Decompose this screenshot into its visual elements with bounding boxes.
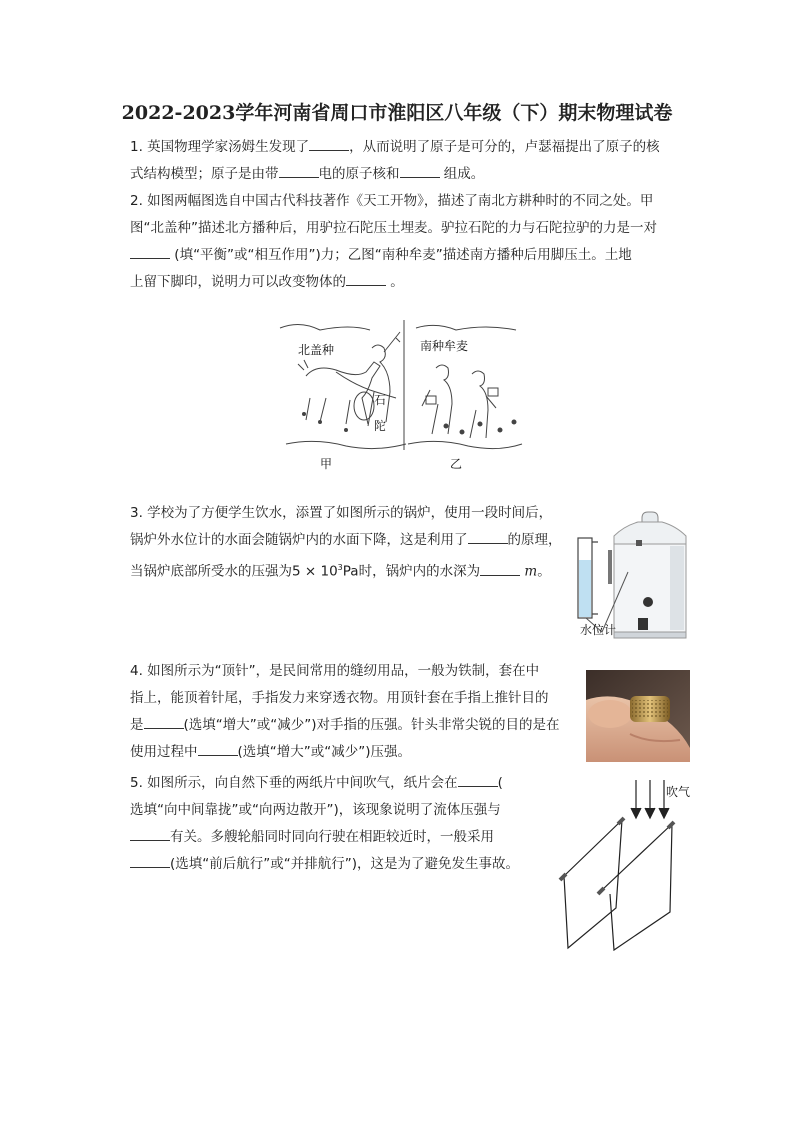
q5-blank-2 [130, 825, 170, 841]
q2-blank-1 [130, 243, 170, 259]
q3-text: 当锅炉底部所受水的压强为5 × 10 [130, 563, 338, 580]
question-2 [130, 188, 657, 296]
q4-text: 指上，能顶着针尾，手指发力来穿透衣物。用顶针套在手指上推针目的 [130, 690, 549, 706]
q4-blank-2 [198, 740, 238, 756]
q1-blank-2 [279, 162, 319, 178]
thimble-photo [586, 670, 690, 762]
q5-text: 选填“向中间靠拢”或“向两边散开”)，该现象说明了流体压强与 [130, 802, 501, 818]
q2-text: 上留下脚印，说明力可以改变物体的 [130, 274, 346, 290]
q3-text: 3. 学校为了方便学生饮水，添置了如图所示的锅炉，使用一段时间后， [130, 505, 553, 521]
question-5 [130, 770, 519, 878]
q1-text: 组成。 [443, 166, 485, 182]
q2-text: 。 [390, 274, 404, 290]
q4-text: (选填“增大”或“减少”)对手指的压强。针头非常尖锐的目的是在 [183, 717, 560, 733]
q3-unit: m [524, 563, 538, 580]
q4-text: 使用过程中 [130, 744, 198, 760]
tiangong-figure [276, 318, 526, 478]
label-blow-air: 吹气 [666, 785, 691, 799]
label-water-gauge: 水位计 [580, 623, 617, 637]
page-title: 2022-2023学年河南省周口市淮阳区八年级（下）期末物理试卷 [121, 102, 673, 124]
boiler-figure [574, 510, 698, 642]
q2-blank-2 [346, 270, 386, 286]
caption-yi: 乙 [450, 457, 463, 471]
q1-blank-3 [400, 162, 440, 178]
q1-text: 式结构模型；原子是由带 [130, 166, 279, 182]
q5-blank-3 [130, 852, 170, 868]
q2-text: 图“北盖种”描述北方播种后，用驴拉石陀压土埋麦。驴拉石陀的力与石陀拉驴的力是一对 [130, 220, 657, 236]
label-bei-gai-zhong: 北盖种 [298, 343, 335, 357]
q4-text: (选填“增大”或“减少”)压强。 [237, 744, 412, 760]
q3-text: 锅炉外水位计的水面会随锅炉内的水面下降，这是利用了 [130, 532, 468, 548]
q4-text: 4. 如图所示为“顶针”，是民间常用的缝纫用品，一般为铁制，套在中 [130, 663, 540, 679]
q1-blank-1 [309, 135, 349, 151]
question-4 [130, 658, 560, 766]
question-1 [130, 134, 660, 188]
q3-text: Pa时，锅炉内的水深为 [342, 563, 481, 580]
q1-text: 1. 英国物理学家汤姆生发现了 [130, 139, 310, 155]
label-stone-2: 陀 [374, 419, 387, 433]
q5-text: 5. 如图所示，向自然下垂的两纸片中间吹气，纸片会在 [130, 775, 458, 791]
q2-text: 2. 如图两幅图选自中国古代科技著作《天工开物》，描述了南北方耕种时的不同之处。甲 [130, 193, 654, 209]
caption-jia: 甲 [320, 457, 333, 471]
q1-text: 电的原子核和 [318, 166, 400, 182]
q3-exponent: 3 [337, 563, 343, 572]
q3-text: 。 [537, 563, 551, 580]
question-3 [130, 500, 562, 586]
q5-text: ( [497, 775, 503, 791]
label-nan-zhong-mou-mai: 南种牟麦 [420, 339, 469, 353]
q3-text: 的原理， [507, 532, 562, 548]
q1-text: ，从而说明了原子是可分的，卢瑟福提出了原子的核 [349, 139, 660, 155]
q3-blank-2 [480, 560, 520, 576]
q5-text: 有关。多艘轮船同时同向行驶在相距较近时，一般采用 [170, 829, 494, 845]
q3-blank-1 [468, 528, 508, 544]
q2-text: (填“平衡”或“相互作用”)力；乙图“南种牟麦”描述南方播种后用脚压土。土地 [174, 247, 632, 263]
q5-text: (选填“前后航行”或“并排航行”)，这是为了避免发生事故。 [170, 856, 520, 872]
q4-text: 是 [130, 717, 144, 733]
label-stone-1: 石 [374, 393, 387, 407]
q4-blank-1 [144, 713, 184, 729]
paper-sheets-figure [552, 772, 700, 956]
q5-blank-1 [458, 771, 498, 787]
